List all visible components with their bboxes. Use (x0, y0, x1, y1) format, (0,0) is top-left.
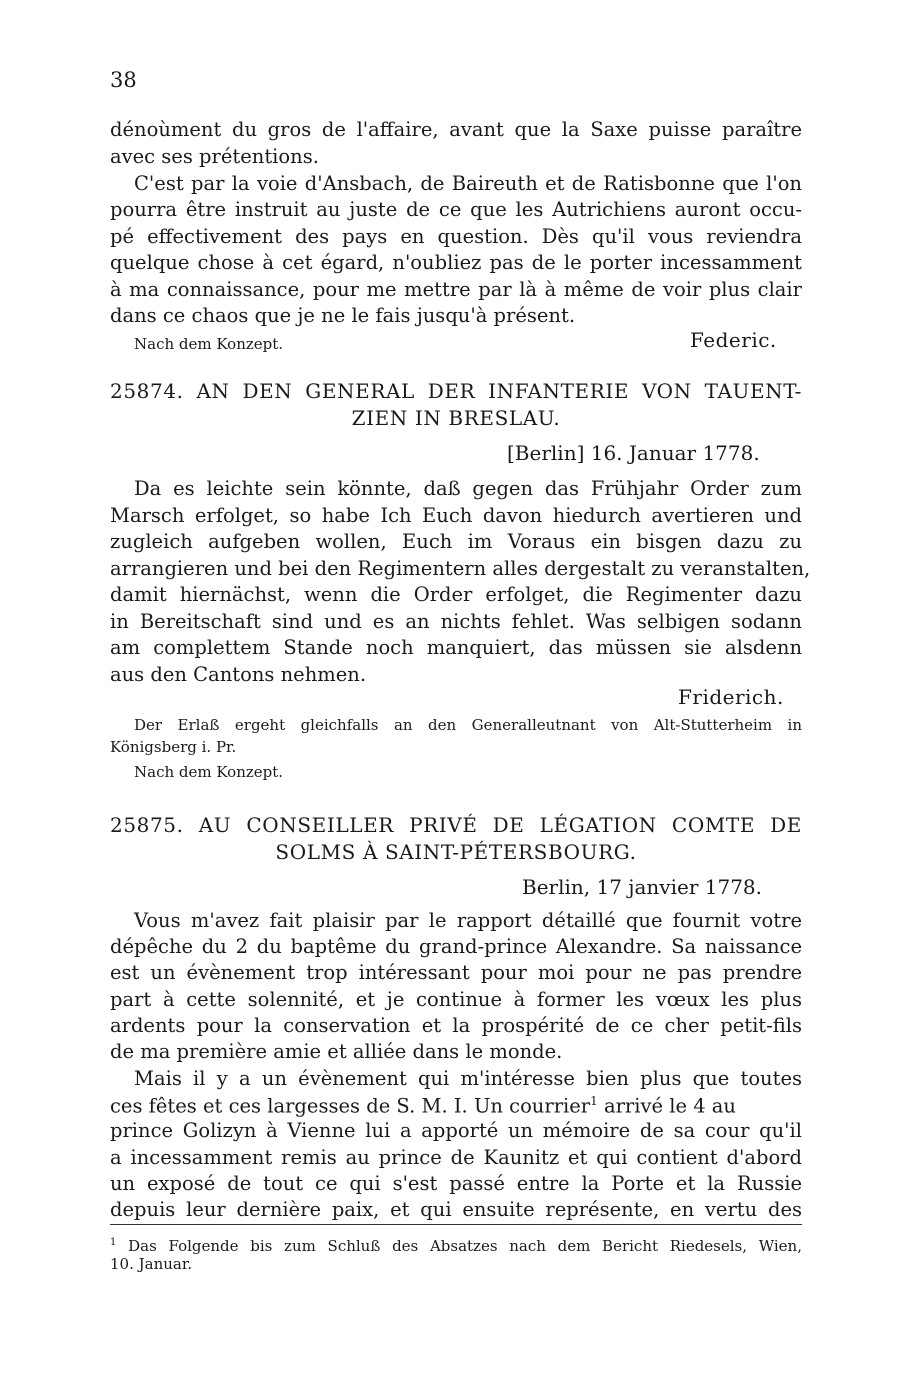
letter-heading: ZIEN IN BRESLAU. (351, 406, 561, 430)
source-note: Nach dem Konzept. (134, 335, 284, 353)
text-line: dépêche du 2 du baptême du grand-prince Alexandre. Sa naissance (110, 935, 802, 958)
footnote-line: 10. Januar. (110, 1255, 193, 1273)
text-line: prince Golizyn à Vienne lui a apporté un mémoire de sa cour qu'il (110, 1119, 802, 1142)
text-line: aus den Cantons nehmen. (110, 663, 367, 686)
source-note: Nach dem Konzept. (134, 763, 284, 781)
footnote-divider (110, 1224, 802, 1225)
text-line: ardents pour la conservation et la prospérité de ce cher petit-fils (110, 1014, 802, 1037)
footnote-mark: 1 (110, 1237, 117, 1248)
page-number: 38 (110, 68, 137, 92)
letter-date: Berlin, 17 janvier 1778. (522, 875, 762, 899)
text-line: Mais il y a un évènement qui m'intéresse bien plus que toutes (134, 1067, 802, 1090)
editorial-note: Der Erlaß ergeht gleichfalls an den Generalleutnant von Alt-Stutterheim in (134, 716, 802, 734)
text-line: arrangieren und bei den Regimentern alles dergestalt zu veranstalten, (110, 557, 811, 580)
text-line: quelque chose à cet égard, n'oubliez pas de le porter incessamment (110, 251, 802, 274)
text-line: dénoùment du gros de l'affaire, avant que la Saxe puisse paraître (110, 118, 802, 141)
text-line: in Bereitschaft sind und es an nichts fehlet. Was selbigen sodann (110, 610, 802, 633)
letter-heading: 25874. AN DEN GENERAL DER INFANTERIE VON TAUENT- (110, 379, 802, 403)
text-line: un exposé de tout ce qui s'est passé entre la Porte et la Russie (110, 1172, 802, 1195)
text-line: est un évènement trop intéressant pour moi pour ne pas prendre (110, 961, 802, 984)
text-segment: ces fêtes et ces largesses de S. M. I. Un courrier (110, 1094, 591, 1118)
text-line: pé effectivement des pays en question. Dès qu'il vous reviendra (110, 225, 802, 248)
footnote-reference[interactable]: 1 (590, 1094, 598, 1108)
text-line: pourra être instruit au juste de ce que les Autrichiens auront occu- (110, 198, 802, 221)
text-line (110, 1095, 802, 1116)
footnote-text: Das Folgende bis zum Schluß des Absatzes nach dem Bericht Riedesels, Wien, (128, 1237, 802, 1255)
footnote-line (110, 1238, 802, 1254)
text-line: damit hiernächst, wenn die Order erfolget, die Regimenter dazu (110, 583, 802, 606)
text-segment: arrivé le 4 au (597, 1094, 736, 1118)
letter-date: [Berlin] 16. Januar 1778. (507, 441, 760, 465)
signature: Federic. (690, 328, 777, 352)
text-line: depuis leur dernière paix, et qui ensuite représente, en vertu des (110, 1198, 802, 1221)
text-line: zugleich aufgeben wollen, Euch im Voraus ein bisgen dazu zu (110, 530, 802, 553)
text-line: Vous m'avez fait plaisir par le rapport détaillé que fournit votre (134, 909, 802, 932)
text-line: Da es leichte sein könnte, daß gegen das Frühjahr Order zum (134, 477, 802, 500)
text-line: avec ses prétentions. (110, 145, 319, 168)
letter-heading: SOLMS À SAINT-PÉTERSBOURG. (275, 840, 637, 864)
text-line: de ma première amie et alliée dans le monde. (110, 1040, 563, 1063)
text-line: Marsch erfolget, so habe Ich Euch davon hiedurch avertieren und (110, 504, 802, 527)
text-line: C'est par la voie d'Ansbach, de Baireuth et de Ratisbonne que l'on (134, 172, 802, 195)
text-line: a incessamment remis au prince de Kaunitz et qui contient d'abord (110, 1146, 802, 1169)
text-line: à ma connaissance, pour me mettre par là à même de voir plus clair (110, 278, 802, 301)
text-line: dans ce chaos que je ne le fais jusqu'à présent. (110, 304, 576, 327)
signature: Friderich. (678, 685, 784, 709)
text-line: am complettem Stande noch manquiert, das müssen sie alsdenn (110, 636, 802, 659)
editorial-note: Königsberg i. Pr. (110, 738, 237, 756)
text-line: part à cette solennité, et je continue à former les vœux les plus (110, 988, 802, 1011)
letter-heading: 25875. AU CONSEILLER PRIVÉ DE LÉGATION COMTE DE (110, 813, 802, 837)
